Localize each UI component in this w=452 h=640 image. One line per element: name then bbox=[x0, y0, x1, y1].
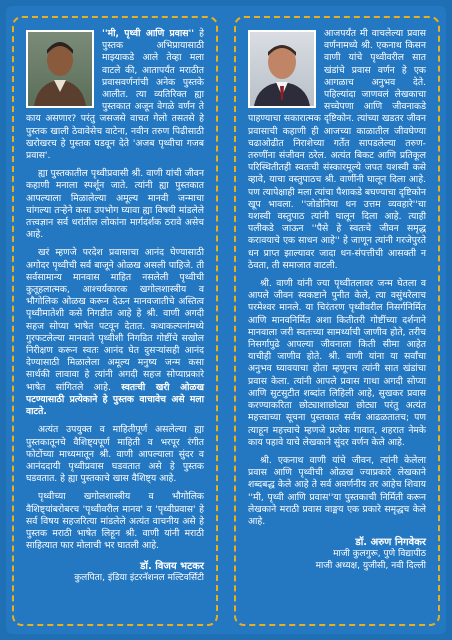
left-paragraph-2: ह्या पुस्तकातील पृथ्वीप्रवासी श्री. वाणी यांची जीवन कहाणी मनाला स्पर्शून जाते. त्यांनी ह्या पुस्तकात आपल्याला मिळालेल्या अमूल्य मानवी जन्माचा चांगल्या तऱ्हेने कसा उपभोग घ्यावा ह्या विषयी मांडलेले तत्त्वज्ञान सर्व धरांतील लोकांना मार्गदर्शक ठरावे असेच आहे. bbox=[26, 168, 204, 241]
left-paragraph-1: हे पुस्तक अभिप्रायासाठी माझ्याकडे आले तेव्हा मला वाटले की, आतापर्यंत मराठीत प्रवासवर्णनांची अनेक पुस्तके आलीत. त्या व्यतिरिक्त ह्या पुस्तकात अजून वेगळे वर्णन ते काय असणार? परंतु जसजसे वाचत गेलो तसतसे हे पुस्तक खाली ठेवावेसेच वाटेना, नवीन तरुण पिढीसाठी खरोखरच हे पुस्तक घडवून देते 'अजब पृथ्वीचा गजब प्रवास'. bbox=[26, 28, 204, 162]
right-signature-title-1: माजी कुलगुरू, पुणे विद्यापीठ bbox=[333, 549, 426, 560]
page bbox=[6, 6, 446, 634]
left-paragraph-3-emphasis: स्वतःची खरी ओळख पटण्यासाठी प्रत्येकाने हे पुस्तक वाचावेच असे मला वाटते. bbox=[26, 381, 204, 418]
right-paragraph-3: श्री. एकनाथ वाणी यांचे जीवन, त्यांनी केलेला प्रवास आणि पृथ्वीची ओळख ज्याप्रकारे लेखकाने शब्दबद्ध केले आहे ते सर्व अवर्णनीय तर आहेच शिवाय ''मी, पृथ्वी आणि प्रवास''या पुस्तकाची निर्मिती करून लेखकाने मराठी प्रवास वाङ्मय एक प्रकारे समृद्धच केले आहे. bbox=[248, 454, 426, 527]
left-paragraph-3: खरं म्हणजे परदेश प्रवासाचा आनंद घेण्यासाठी अगोदर पृथ्वीची सर्व बाजूने ओळख असली पाहिजे. ती सर्वसामान्य मानवास माहित नसलेली पृथ्वीची कुतूहलात्मक, आश्चर्यकारक खगोलशास्त्रीय व भौगोलिक ओळख करून देऊन मानवजातीचे अस्तित्व पृथ्वीमातेशी कसे निगडीत आहे हे श्री. वाणी अगदी सहज सोप्या भाषेत पटवून देतात. कथाकल्पनांमध्ये गुरफटलेल्या मानवाने पृथ्वीशी निगडित गोष्टींचे सखोल निरीक्षण करून स्वतः आनंद घेत दुसऱ्यांसही आनंद देण्यासाठी मिळालेला अमूल्य मनुष्य जन्म कसा सार्थकी लावावा हे त्यांनी अगदी सहज सोप्याप्रकारे भाषेत सांगितले आहे. bbox=[26, 247, 204, 393]
left-paragraph-5: पृथ्वीच्या खगोलशास्त्रीय व भौगोलिक वैशिष्ट्यांबरोबरच 'पृथ्वीवरील मानव' व 'पृथ्वीप्रवास' हे सर्व विषय सहजरित्या मांडलेले अत्यंत वाचनीय असे हे पुस्तक मराठी भाषेत लिहून श्री. वाणी यांनी मराठी साहित्यात फार मोलाची भर घातली आहे. bbox=[26, 491, 204, 552]
left-signature-name: डॉ. विजय भटकर bbox=[140, 561, 204, 573]
book-title-quote: ''मी, पृथ्वी आणि प्रवास'' bbox=[102, 28, 195, 39]
right-testimonial-panel bbox=[234, 16, 440, 626]
left-testimonial-panel bbox=[12, 16, 218, 626]
right-signature-title-2: माजी अध्यक्ष, युजीसी, नवी दिल्ली bbox=[315, 561, 426, 572]
right-paragraph-1: आजपर्यंत मी वाचलेल्या प्रवास वर्णनामध्ये श्री. एकनाथ किसन वाणी यांचे पृथ्वीवरील सात खंडांचे प्रवास वर्णन हे एक आगळाच अनुभव देते. पहिल्यांदा जाणवलं लेखकाचा सच्चेपणा आणि जीवनाकडे पाहण्याचा सकारात्मक दृष्टिकोन. त्यांच्या खडतर जीवन प्रवासाची कहाणी ही आजच्या काळातील जीवघेण्या चढाओढीत निराशेच्या गर्तेत सापडलेल्या तरुण-तरुणींना संजीवन ठरेल. अत्यंत बिकट आणि प्रतिकूल परिस्थितीतही स्वतःची संस्कारमूल्ये जपत यशस्वी कसे व्हावे, याचा वस्तुपाठच श्री. वाणींनी घालून दिला आहे. पण त्यापेक्षाही मला त्यांचा पैशाकडे बघण्याचा दृष्टिकोन खूप भावला. ''जोडोनिया धन उत्तम व्यवहारे''चा यशस्वी वस्तुपाठ त्यांनी घालून दिला आहे. त्याही पलीकडे जाऊन ''पैसे हे स्वतःचे जीवन समृद्ध करावयाचे एक साधन आहे'' हे जाणून त्यांनी गरजेपुरते धन प्राप्त झाल्यावर जादा धन-संपत्तीची आसक्ती न ठेवता, ती समाजात वाटली. bbox=[248, 28, 426, 271]
left-paragraph-4: अत्यंत उपयुक्त व माहितीपूर्ण असलेल्या ह्या पुस्तकातूनचे वैशिष्ट्यपूर्ण माहिती व भरपूर रंगीत फोटोंच्या माध्यमातून श्री. वाणी आपल्याला सुंदर व आनंददायी पृथ्वीप्रवास घडवतात असे हे पुस्तक घडवतात. हे ह्या पुस्तकाचे खास वैशिष्ट्य आहे. bbox=[26, 424, 204, 485]
right-paragraph-2: श्री. वाणी यांनी ज्या पृथ्वीतलावर जन्म घेतला व आपले जीवन स्वकष्टाने पुनीत केले, त्या वसुंधरेलाच परमेश्वर मानले. या चिरंतरण पृथ्वीवरील निसर्गनिर्मित आणि मानवनिर्मित अशा कितीतरी गोष्टींच्या दर्शनाने मानवाला जरी स्वतःच्या सामर्थ्याची जाणीव होते, तरीच निसर्गापुढे आपल्या जीवनाला किती सीमा आहेत याचीही जाणीव होते. श्री. वाणी यांना या सर्वांचा अनुभव घ्यावयाचा होता म्हणूनच त्यांनी सात खंडांचा प्रवास केला. त्यांनी आपले प्रवास गाथा अगदी सोप्या आणि सुटसुटीत शब्दांत लिहिली आहे, सुखकर प्रवास करण्याकरिता छोट्याशाछोट्या छोट्या परंतु अत्यंत महत्त्वाच्या सूचना पुस्तकात सर्वत्र आढळतातच; पण त्याहून महत्त्वाचे म्हणजे प्रत्येक गावात, शहरात नेमके काय पहावे याचेे लेखकाने सुंदर वर्णन केले आहे. bbox=[248, 278, 426, 448]
author-photo-right bbox=[248, 30, 316, 108]
left-signature-title: कुलपिता, इंडिया इंटरनॅशनल मल्टिवर्सिटी bbox=[74, 573, 204, 584]
author-photo-left bbox=[26, 30, 94, 108]
right-signature-name: डॉ. अरुण निगवेकर bbox=[355, 537, 426, 549]
